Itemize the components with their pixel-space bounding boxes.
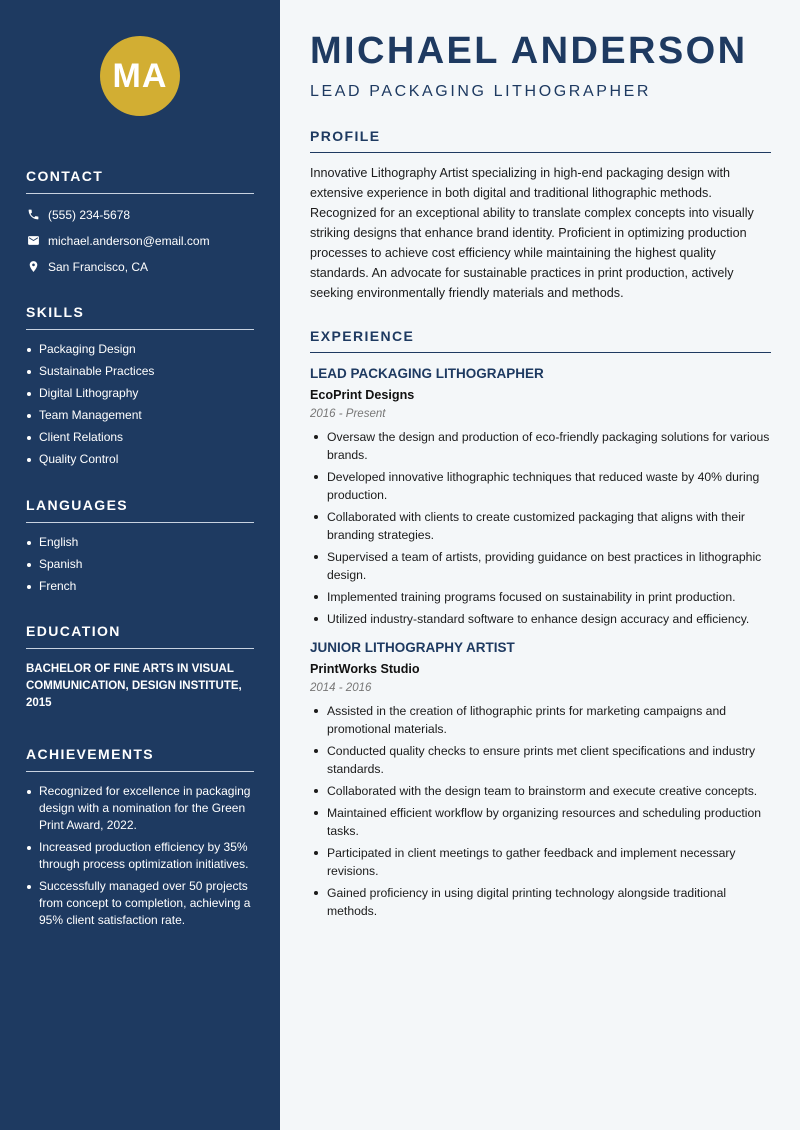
education-entry: BACHELOR OF FINE ARTS IN VISUAL COMMUNICATION, DESIGN INSTITUTE, 2015 (26, 663, 242, 709)
contact-phone (26, 206, 254, 223)
skill-item: Digital Lithography (26, 385, 254, 402)
education-section (26, 623, 254, 712)
location-text: San Francisco, CA (48, 259, 149, 274)
skill-item: Quality Control (26, 451, 254, 468)
candidate-name: MICHAEL ANDERSON (310, 30, 748, 72)
job-bullet: Conducted quality checks to ensure prints met client specifications and industry standards. (310, 742, 771, 778)
job-entry (310, 366, 771, 628)
achievement-item: Recognized for excellence in packaging design with a nomination for the Green Print Award, 2022. (26, 783, 254, 834)
phone-icon (26, 208, 40, 222)
job-dates: 2016 - Present (310, 408, 386, 420)
job-bullets (310, 428, 771, 628)
job-entry (310, 640, 771, 920)
contact-section (26, 168, 254, 284)
skills-heading: SKILLS (26, 304, 254, 330)
job-dates: 2014 - 2016 (310, 682, 372, 694)
contact-location (26, 258, 254, 275)
achievement-item: Successfully managed over 50 projects from concept to completion, achieving a 95% client satisfaction rate. (26, 878, 254, 929)
job-bullet: Gained proficiency in using digital printing technology alongside traditional methods. (310, 884, 771, 920)
language-item: English (26, 534, 254, 551)
email-text: michael.anderson@email.com (48, 233, 210, 248)
language-item: French (26, 578, 254, 595)
skill-item: Packaging Design (26, 341, 254, 358)
job-bullet: Assisted in the creation of lithographic prints for marketing campaigns and promotional materials. (310, 702, 771, 738)
contact-heading: CONTACT (26, 168, 254, 194)
phone-text: (555) 234-5678 (48, 207, 131, 222)
skill-item: Client Relations (26, 429, 254, 446)
languages-section (26, 497, 254, 600)
contact-email (26, 232, 254, 249)
experience-section (310, 328, 771, 924)
job-bullet: Collaborated with clients to create customized packaging that aligns with their branding strategies. (310, 508, 771, 544)
profile-heading: PROFILE (310, 128, 771, 153)
skill-item: Team Management (26, 407, 254, 424)
job-bullet: Participated in client meetings to gather feedback and implement necessary revisions. (310, 844, 771, 880)
skills-list (26, 341, 254, 468)
job-bullet: Utilized industry-standard software to enhance design accuracy and efficiency. (310, 610, 771, 628)
candidate-title: LEAD PACKAGING LITHOGRAPHER (310, 83, 652, 100)
profile-text: Innovative Lithography Artist specializing in high-end packaging design with extensive experience in both digital and traditional lithographic methods. Recognized for an exceptional ability to translate complex concepts into visually striking designs that enhance brand identity. Proficient in optimizing production processes to achieve cost efficiency while maintaining the highest quality standards. An advocate for sustainable practices in print production, actively seeking environmentally friendly materials and methods. (310, 166, 754, 300)
achievements-heading: ACHIEVEMENTS (26, 746, 254, 772)
sidebar (0, 0, 280, 1130)
experience-heading: EXPERIENCE (310, 328, 771, 353)
language-item: Spanish (26, 556, 254, 573)
profile-section (310, 128, 771, 303)
languages-list (26, 534, 254, 595)
achievements-section (26, 746, 254, 934)
location-pin-icon (26, 260, 40, 274)
avatar: MA (100, 36, 180, 116)
job-bullet: Maintained efficient workflow by organizing resources and scheduling production tasks. (310, 804, 771, 840)
job-title: LEAD PACKAGING LITHOGRAPHER (310, 366, 544, 381)
job-bullet: Supervised a team of artists, providing guidance on best practices in lithographic design. (310, 548, 771, 584)
job-bullets (310, 702, 771, 920)
achievement-item: Increased production efficiency by 35% through process optimization initiatives. (26, 839, 254, 873)
job-company: EcoPrint Designs (310, 388, 415, 402)
job-bullet: Implemented training programs focused on sustainability in print production. (310, 588, 771, 606)
skills-section (26, 304, 254, 473)
languages-heading: LANGUAGES (26, 497, 254, 523)
job-bullet: Collaborated with the design team to brainstorm and execute creative concepts. (310, 782, 771, 800)
job-title: JUNIOR LITHOGRAPHY ARTIST (310, 640, 515, 655)
job-company: PrintWorks Studio (310, 662, 420, 676)
achievements-list (26, 783, 254, 929)
education-heading: EDUCATION (26, 623, 254, 649)
job-bullet: Oversaw the design and production of eco-friendly packaging solutions for various brands. (310, 428, 771, 464)
job-bullet: Developed innovative lithographic techniques that reduced waste by 40% during production. (310, 468, 771, 504)
email-icon (26, 234, 40, 248)
skill-item: Sustainable Practices (26, 363, 254, 380)
